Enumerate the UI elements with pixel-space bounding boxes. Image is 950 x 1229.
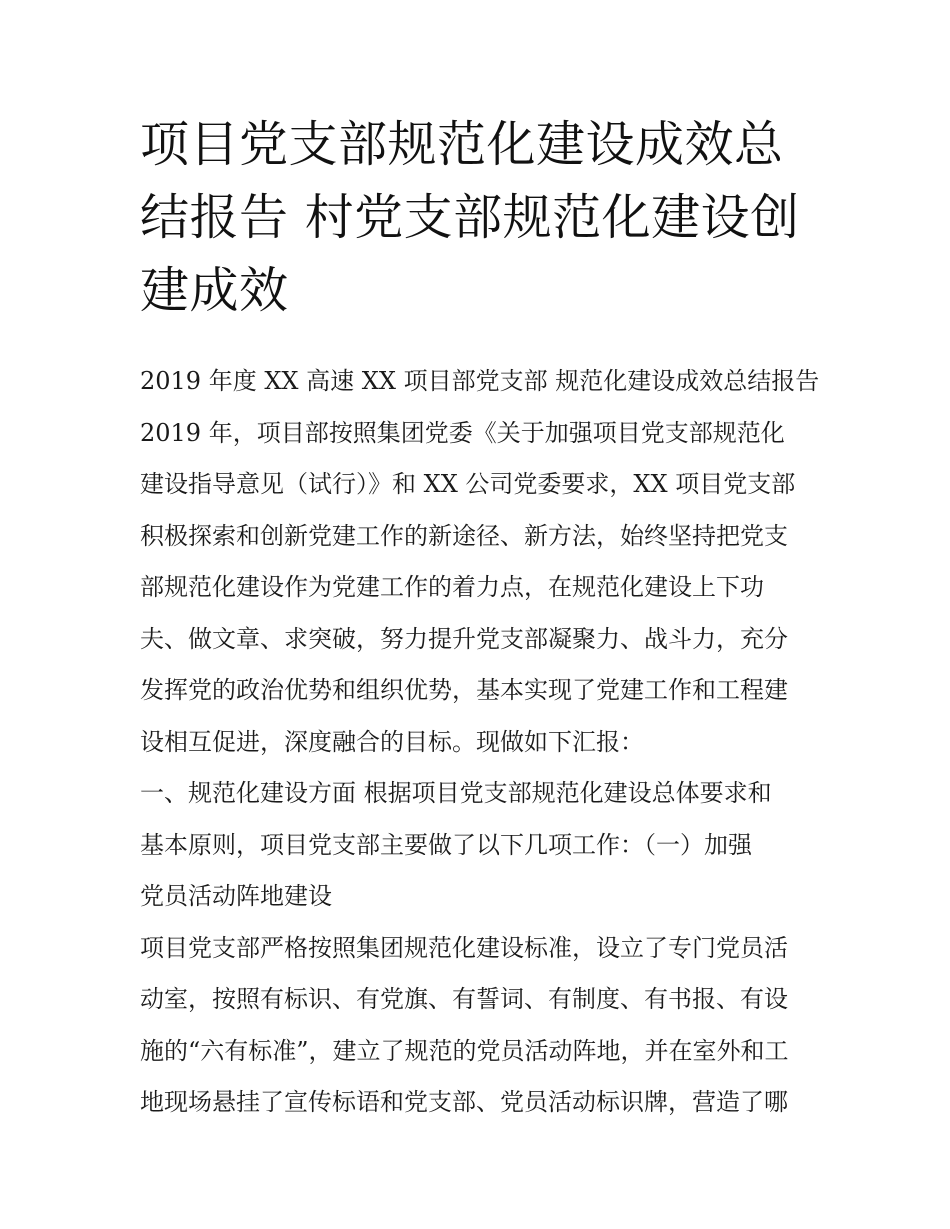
title-line: 结报告 村党支部规范化建设创 (140, 189, 800, 246)
body-line: 夫、做文章、求突破，努力提升党支部凝聚力、战斗力，充分 (140, 624, 788, 653)
body-line: 动室，按照有标识、有党旗、有誓词、有制度、有书报、有设 (140, 985, 788, 1013)
body-line: 部规范化建设作为党建工作的着力点，在规范化建设上下功 (140, 573, 764, 601)
body-line: 建设指导意见（试行）》和 XX 公司党委要求，XX 项目党支部 (140, 470, 796, 498)
title-line: 建成效 (140, 262, 289, 319)
body-line: 基本原则，项目党支部主要做了以下几项工作：（一）加强 (140, 830, 752, 859)
document-body (140, 356, 830, 1129)
section-heading-line: 一、规范化建设方面 根据项目党支部规范化建设总体要求和 (140, 779, 772, 807)
body-line: 发挥党的政治优势和组织优势，基本实现了党建工作和工程建 (140, 676, 788, 704)
title-line: 项目党支部规范化建设成效总 (140, 116, 784, 173)
subsection-heading-line: 党员活动阵地建设 (140, 882, 332, 910)
body-line: 积极探索和创新党建工作的新途径、新方法，始终坚持把党支 (140, 521, 788, 550)
body-line: 地现场悬挂了宣传标语和党支部、党员活动标识牌，营造了哪 (140, 1088, 788, 1116)
body-line: 项目党支部严格按照集团规范化建设标准，设立了专门党员活 (140, 933, 788, 962)
body-line: 设相互促进，深度融合的目标。现做如下汇报： (140, 727, 644, 756)
document-title (140, 108, 820, 327)
body-line: 2019 年度 XX 高速 XX 项目部党支部 规范化建设成效总结报告 (140, 367, 820, 395)
body-line: 2019 年，项目部按照集团党委《关于加强项目党支部规范化 (140, 418, 785, 447)
body-line: 施的“六有标准”，建立了规范的党员活动阵地，并在室外和工 (140, 1036, 789, 1065)
